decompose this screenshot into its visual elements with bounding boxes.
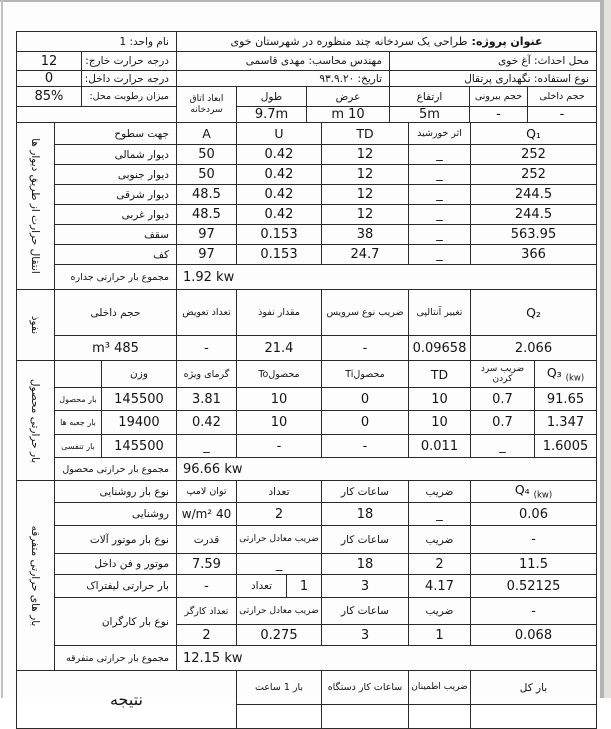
total-load-header: بار کل	[470, 671, 596, 705]
area-header: A	[176, 123, 236, 145]
load-sections-table	[16, 122, 597, 729]
specific-heat-value: 3.81	[176, 388, 236, 411]
ti-value: 0	[321, 411, 408, 435]
area-value: 97	[176, 225, 236, 245]
u-value: 0.42	[236, 165, 321, 185]
humidity-label: میزان رطوبت محل:	[81, 87, 176, 107]
table-row	[16, 526, 596, 554]
q2-header: Q₂	[470, 290, 596, 336]
td-value: 12	[321, 185, 408, 205]
empty-cell	[54, 361, 101, 388]
product-total-label: مجموع بار حرارتی محصول	[54, 458, 176, 481]
q-value: 0.068	[470, 625, 596, 646]
vertical-label-text: بار های حرارتی متفرقه	[29, 525, 42, 626]
ti-value: 0	[321, 388, 408, 411]
table-row	[16, 52, 596, 71]
inner-volume-header: حجم داخلی	[528, 87, 597, 107]
table-row	[16, 205, 596, 225]
specific-heat-value: 0.42	[176, 411, 236, 435]
table-row	[16, 481, 596, 503]
q-value: 252	[470, 145, 596, 165]
section-infiltration-vertical-label	[16, 290, 54, 361]
sun-effect-value: _	[408, 205, 470, 225]
work-hours-value: 18	[321, 503, 408, 526]
u-value: 0.153	[236, 225, 321, 245]
u-value: 0.42	[236, 205, 321, 225]
length-header: طول	[237, 87, 307, 107]
inner-volume-value: -	[528, 107, 597, 123]
q4-symbol: Q₄	[514, 482, 530, 498]
walls-total-label: مجموع بار حرارتی جداره	[54, 265, 176, 290]
q3-symbol: Q₃	[546, 364, 562, 380]
table-row	[16, 290, 596, 336]
q-value: 0.06	[470, 503, 596, 526]
q3-header	[535, 361, 597, 388]
usage-type: نوع استفاده: نگهداری پرتقال	[390, 71, 597, 87]
construction-site: محل احداث: آغ خوی	[390, 52, 597, 71]
hourly-load-header: بار 1 ساعت	[236, 671, 321, 705]
q-value: 1.6005	[535, 435, 597, 458]
table-row	[16, 361, 596, 388]
misc-total-value: 12.15 kw	[176, 646, 596, 671]
surface-direction-header: جهت سطوح	[54, 123, 176, 145]
count-value: 2	[236, 503, 321, 526]
air-changes-value: -	[176, 336, 236, 361]
to-value: 10	[236, 411, 321, 435]
q-value: 0.52125	[470, 575, 596, 598]
inner-volume-value: 485 m³	[54, 336, 176, 361]
surface-label: کف	[54, 245, 176, 265]
coef-header: ضریب	[408, 598, 470, 625]
outer-volume-header: حجم بیرونی	[470, 87, 528, 107]
sun-effect-value: _	[408, 165, 470, 185]
result-label: نتیجه	[16, 671, 236, 729]
weight-value: 19400	[101, 411, 176, 435]
coef-value: _	[408, 503, 470, 526]
humidity-value: 85%	[16, 87, 81, 107]
work-hours-header: ساعات کار	[321, 598, 408, 625]
heat-equivalent-header: ضریب معادل حرارتی	[236, 526, 321, 554]
table-row	[16, 458, 596, 481]
q-value: 366	[470, 245, 596, 265]
lighting-row-label: روشنایی	[54, 503, 176, 526]
weight-header: وزن	[101, 361, 176, 388]
section-product-vertical-label	[16, 361, 54, 481]
surface-label: دیوار شمالی	[54, 145, 176, 165]
workers-q-header: -	[470, 598, 596, 625]
product-row-label: بار جعبه ها	[54, 411, 101, 435]
width-header: عرض	[307, 87, 390, 107]
q-value: 1.347	[535, 411, 597, 435]
cooling-coef-value: _	[470, 435, 534, 458]
safety-factor-header: ضریب اطمینان	[408, 671, 470, 705]
product-row-label: بار تنفسی	[54, 435, 101, 458]
weight-value: 145500	[101, 388, 176, 411]
table-row	[16, 336, 596, 361]
td-header: TD	[408, 361, 470, 388]
u-value: 0.153	[236, 245, 321, 265]
table-row	[16, 265, 596, 290]
motor-load-type-header: نوع بار موتور آلات	[54, 526, 176, 554]
area-value: 97	[176, 245, 236, 265]
work-hours-header: ساعات کار	[321, 481, 408, 503]
forklift-count-label: تعداد	[236, 575, 286, 598]
power-header: قدرت	[176, 526, 236, 554]
q-value: 244.5	[470, 185, 596, 205]
outside-temp-value: 12	[16, 52, 81, 71]
engineer-name: مهندس محاسب: مهدی قاسمی	[176, 52, 389, 71]
work-hours-value: 18	[321, 554, 408, 575]
table-row	[16, 245, 596, 265]
area-value: 50	[176, 145, 236, 165]
table-row	[16, 411, 596, 435]
enthalpy-header: تغییر آنتالپی	[408, 290, 470, 336]
forklift-row-label: بار حرارتی لیفتراک	[54, 575, 176, 598]
td-value: 24.7	[321, 245, 408, 265]
surface-label: دیوار جنوبی	[54, 165, 176, 185]
enthalpy-value: 0.09658	[408, 336, 470, 361]
calculation-table	[17, 31, 597, 729]
q-value: 91.65	[535, 388, 597, 411]
table-row	[16, 165, 596, 185]
q1-header: Q₁	[470, 123, 596, 145]
td-value: 12	[321, 145, 408, 165]
infiltration-amount-value: 21.4	[236, 336, 321, 361]
inside-temp-label: درجه حرارت داخل:	[81, 71, 176, 87]
heat-equivalent-header: ضریب معادل حرارتی	[236, 598, 321, 625]
empty-cell	[408, 705, 470, 729]
vertical-label-text: نفوذ	[29, 315, 42, 335]
workers-load-type-header: نوع بار کارگران	[54, 598, 176, 646]
misc-total-label: مجموع بار حرارتی متفرقه	[54, 646, 176, 671]
table-row	[16, 575, 596, 598]
table-row	[16, 646, 596, 671]
sun-effect-value: _	[408, 145, 470, 165]
room-dimensions-label: ابعاد اتاق سردخانه	[176, 87, 236, 123]
to-value: -	[236, 435, 321, 458]
width-value: 10 m	[307, 107, 390, 123]
product-row-label: بار محصول	[54, 388, 101, 411]
work-hours-value: 3	[321, 625, 408, 646]
surface-label: سقف	[54, 225, 176, 245]
product-total-value: 96.66 kw	[176, 458, 596, 481]
u-value: 0.42	[236, 145, 321, 165]
sun-effect-value: _	[408, 225, 470, 245]
heat-equivalent-value: _	[236, 554, 321, 575]
q-value: 11.5	[470, 554, 596, 575]
walls-total-value: 1.92 kw	[176, 265, 596, 290]
scan-edge-left	[1, 0, 3, 698]
coef-header: ضریب	[408, 481, 470, 503]
scan-edge-right-fill	[604, 0, 611, 698]
specific-heat-header: گرمای ویژه	[176, 361, 236, 388]
q4-header	[470, 481, 596, 503]
table-row	[16, 123, 596, 145]
inner-volume-header: حجم داخلی	[54, 290, 176, 336]
ti-value: -	[321, 435, 408, 458]
forklift-count-value: 1	[286, 575, 321, 598]
sun-effect-value: _	[408, 185, 470, 205]
table-row	[16, 71, 596, 87]
coef-value: 2	[408, 554, 470, 575]
scan-edge-top	[0, 0, 611, 2]
worker-count-header: تعداد کارگر	[176, 598, 236, 625]
unit-name: نام واحد: 1	[16, 32, 176, 52]
section-misc-vertical-label	[16, 481, 54, 671]
surface-label: دیوار شرقی	[54, 185, 176, 205]
sun-effect-header: اثر خورشید	[408, 123, 470, 145]
q2-value: 2.066	[470, 336, 596, 361]
q-value: 563.95	[470, 225, 596, 245]
td-value: 0.011	[408, 435, 470, 458]
weight-value: 145500	[101, 435, 176, 458]
area-value: 48.5	[176, 185, 236, 205]
vertical-label-text: انتقال حرارت از طریق دیوار ها	[29, 138, 42, 274]
service-type-value: -	[321, 336, 408, 361]
table-row	[16, 598, 596, 625]
cooling-coef-value: 0.7	[470, 411, 534, 435]
to-value: 10	[236, 388, 321, 411]
area-value: 48.5	[176, 205, 236, 225]
q4-unit: (kw)	[533, 490, 553, 501]
q3-unit: (kw)	[565, 373, 585, 384]
worker-count-value: 2	[176, 625, 236, 646]
q-value: 252	[470, 165, 596, 185]
table-row	[16, 671, 596, 705]
count-header: تعداد	[236, 481, 321, 503]
power-value: 7.59	[176, 554, 236, 575]
outside-temp-label: درجه حرارت خارج:	[81, 52, 176, 71]
infiltration-amount-header: مقدار نفوذ	[236, 290, 321, 336]
u-header: U	[236, 123, 321, 145]
height-header: ارتفاع	[390, 87, 470, 107]
table-row	[16, 554, 596, 575]
outer-volume-value: -	[470, 107, 528, 123]
td-value: 10	[408, 411, 470, 435]
table-row	[16, 107, 596, 123]
air-changes-header: تعداد تعویض	[176, 290, 236, 336]
motors-q-header: -	[470, 526, 596, 554]
surface-label: دیوار غربی	[54, 205, 176, 225]
work-hours-header: ساعات کار	[321, 526, 408, 554]
lamp-power-header: توان لامپ	[176, 481, 236, 503]
product-to-header: محصولTo	[236, 361, 321, 388]
empty-cell	[470, 705, 596, 729]
project-title	[176, 32, 596, 52]
height-value: 5m	[390, 107, 470, 123]
td-value: 12	[321, 165, 408, 185]
coef-header: ضریب	[408, 526, 470, 554]
lamp-power-value: 40 w/m²	[176, 503, 236, 526]
u-value: 0.42	[236, 185, 321, 205]
cooling-coef-value: 0.7	[470, 388, 534, 411]
td-value: 12	[321, 205, 408, 225]
coef-value: 4.17	[408, 575, 470, 598]
product-ti-header: محصولTi	[321, 361, 408, 388]
td-value: 10	[408, 388, 470, 411]
coef-value: 1	[408, 625, 470, 646]
vertical-label-text: بار حرارتی محصول	[29, 378, 42, 463]
empty-cell	[16, 107, 176, 123]
q-value: 244.5	[470, 205, 596, 225]
lighting-load-type-header: نوع بار روشنایی	[54, 481, 176, 503]
td-header: TD	[321, 123, 408, 145]
date: تاریخ: ۹۳.۹.۲۰	[176, 71, 389, 87]
area-value: 50	[176, 165, 236, 185]
service-type-header: ضریب نوع سرویس	[321, 290, 408, 336]
power-value: -	[176, 575, 236, 598]
empty-cell	[321, 705, 408, 729]
cooling-coef-header: ضریب سرد کردن	[470, 361, 534, 388]
table-row	[16, 435, 596, 458]
table-row	[16, 145, 596, 165]
inside-temp-value: 0	[16, 71, 81, 87]
machine-hours-header: ساعات کار دستگاه	[321, 671, 408, 705]
project-info-table	[16, 31, 597, 123]
heat-equivalent-value: 0.275	[236, 625, 321, 646]
td-value: 38	[321, 225, 408, 245]
project-title-text: طراحی یک سردخانه چند منظوره در شهرستان خوی	[230, 35, 468, 48]
specific-heat-value: _	[176, 435, 236, 458]
empty-cell	[236, 705, 321, 729]
table-row	[16, 225, 596, 245]
motor-row-label: موتور و فن داخل	[54, 554, 176, 575]
sun-effect-value: _	[408, 245, 470, 265]
table-row	[16, 388, 596, 411]
project-title-label: عنوان پروژه:	[471, 35, 543, 48]
length-value: 9.7m	[237, 107, 307, 123]
section-walls-vertical-label	[16, 123, 54, 290]
table-row	[16, 185, 596, 205]
work-hours-value: 3	[321, 575, 408, 598]
table-row	[16, 87, 596, 107]
table-row	[16, 32, 596, 52]
table-row	[16, 503, 596, 526]
